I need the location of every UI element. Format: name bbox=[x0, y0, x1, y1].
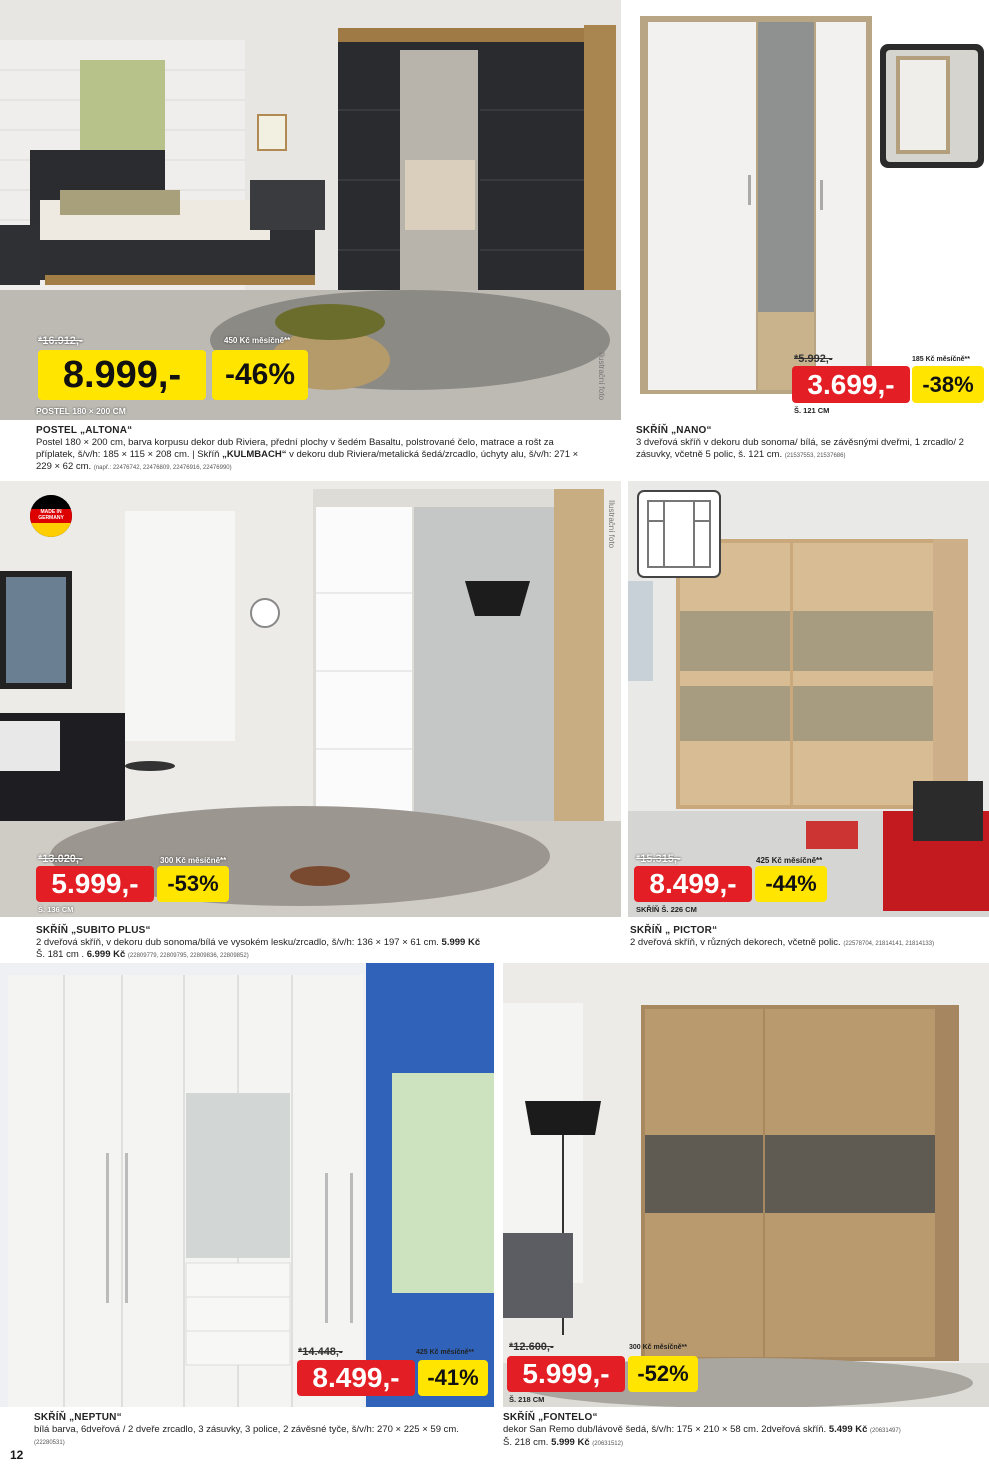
product-text: dekor San Remo dub/lávově šedá, š/v/h: 175 × 210 × 58 cm. 2dveřová skříň. bbox=[503, 1424, 827, 1435]
product-codes: (20631497) bbox=[870, 1428, 901, 1434]
product-name: SKŘÍŇ „ PICTOR“ bbox=[630, 925, 718, 936]
wardrobe-illustration bbox=[628, 481, 989, 917]
wardrobe-illustration bbox=[0, 963, 494, 1407]
living-room-illustration bbox=[0, 481, 621, 917]
product-codes: (22280531) bbox=[34, 1440, 65, 1446]
page-number: 12 bbox=[10, 1448, 24, 1462]
discount-badge: -53% bbox=[157, 866, 229, 902]
monthly-installment: 300 Kč měsíčně** bbox=[160, 856, 227, 865]
product-name: SKŘÍŇ „SUBITO PLUS“ bbox=[36, 925, 151, 936]
product-text: v dekoru dub Riviera/metalická šedá/zrcadlo, úchyty alu, š/v/h: 271 × 229 × 62 cm. bbox=[36, 449, 579, 472]
product-price-text: 5.999 Kč bbox=[551, 1437, 590, 1448]
neptun-description bbox=[34, 1412, 494, 1449]
product-text: 2 dveřová skříň, v různých dekorech, včetně polic. bbox=[630, 937, 841, 948]
pictor-photo bbox=[628, 481, 989, 917]
subito-photo bbox=[0, 481, 621, 917]
product-name: POSTEL „ALTONA“ bbox=[36, 425, 133, 436]
product-subline: Š. 121 CM bbox=[794, 406, 830, 415]
fontelo-description bbox=[503, 1412, 983, 1450]
old-price: *16.912,- bbox=[38, 335, 83, 347]
product-price-text: 6.999 Kč bbox=[86, 949, 126, 960]
product-name: SKŘÍŇ „NEPTUN“ bbox=[34, 1412, 122, 1423]
old-price: *5.992,- bbox=[794, 353, 833, 365]
badge-text: MADE IN GERMANY bbox=[38, 509, 64, 521]
price-tag: 8.999,- bbox=[38, 350, 206, 400]
price-tag: 8.499,- bbox=[297, 1360, 415, 1396]
neptun-photo bbox=[0, 963, 494, 1407]
product-price-text: 5.499 Kč bbox=[828, 1424, 868, 1435]
product-subline: Š. 218 CM bbox=[509, 1395, 545, 1404]
illustration-note: Ilustrační foto bbox=[597, 352, 606, 401]
discount-badge: -38% bbox=[912, 366, 984, 403]
product-text: Š. 181 cm . bbox=[36, 949, 85, 960]
product-codes: (21537553, 21537686) bbox=[784, 453, 846, 459]
illustration-note: Ilustrační foto bbox=[607, 500, 616, 549]
product-codes: (20631512) bbox=[592, 1441, 623, 1447]
made-in-germany-badge bbox=[30, 495, 72, 537]
subito-description bbox=[36, 925, 596, 962]
discount-badge: -46% bbox=[212, 350, 308, 400]
price-tag: 3.699,- bbox=[792, 366, 910, 403]
price-tag: 8.499,- bbox=[634, 866, 752, 902]
product-price-text: 5.999 Kč bbox=[441, 937, 481, 948]
old-price: *15.315,- bbox=[636, 853, 681, 865]
old-price: *12.600,- bbox=[509, 1341, 554, 1353]
wardrobe-illustration bbox=[503, 963, 989, 1407]
price-tag: 5.999,- bbox=[36, 866, 154, 902]
product-subline: SKŘÍŇ Š. 226 CM bbox=[636, 905, 697, 914]
old-price: *14.448,- bbox=[298, 1346, 343, 1358]
product-codes: (22578704, 21814141, 21814133) bbox=[843, 941, 935, 947]
monthly-installment: 300 Kč měsíčně** bbox=[629, 1344, 687, 1351]
product-codes: (např.: 22476742, 22476809, 22476916, 22476990) bbox=[93, 465, 232, 471]
monthly-installment: 425 Kč měsíčně** bbox=[416, 1349, 474, 1356]
discount-badge: -41% bbox=[418, 1360, 488, 1396]
product-text: 3 dveřová skříň v dekoru dub sonoma/ bílá, se závěsnými dveřmi, 1 zrcadlo/ 2 zásuvky, včetně 5 polic, š. 121 cm. bbox=[636, 437, 964, 460]
old-price: *13.020,- bbox=[38, 853, 83, 865]
product-text: bílá barva, 6dveřová / 2 dveře zrcadlo, 3 zásuvky, 3 police, 2 závěsné tyče, š/v/h: 270 × 225 × 59 cm. bbox=[34, 1424, 459, 1435]
fontelo-photo bbox=[503, 963, 989, 1407]
altona-description bbox=[36, 425, 581, 474]
product-text: Š. 218 cm. bbox=[503, 1437, 549, 1448]
product-name: SKŘÍŇ „FONTELO“ bbox=[503, 1412, 598, 1423]
discount-badge: -52% bbox=[628, 1356, 698, 1392]
monthly-installment: 450 Kč měsíčně** bbox=[224, 336, 291, 345]
monthly-installment: 185 Kč měsíčně** bbox=[912, 356, 970, 363]
monthly-installment: 425 Kč měsíčně** bbox=[756, 856, 823, 865]
product-text: Postel 180 × 200 cm, barva korpusu dekor dub Riviera, přední plochy v šedém Basaltu, polstrované čelo, matrace a rošt za příplatek, š/v/h: 185 × 115 × 208 cm. | Skříň bbox=[36, 437, 554, 460]
product-name: SKŘÍŇ „NANO“ bbox=[636, 425, 712, 436]
product-subline: Š. 136 CM bbox=[38, 905, 74, 914]
product-subline: POSTEL 180 × 200 CM bbox=[36, 406, 126, 416]
product-codes: (22809779, 22809795, 22809836, 22809852) bbox=[127, 953, 249, 959]
pictor-description bbox=[630, 925, 986, 950]
nano-description bbox=[636, 425, 986, 462]
product-text: 2 dveřová skříň, v dekoru dub sonoma/bílá ve vysokém lesku/zrcadlo, š/v/h: 136 × 197 × 61 cm. bbox=[36, 937, 439, 948]
discount-badge: -44% bbox=[755, 866, 827, 902]
product-text-bold: „KULMBACH“ bbox=[222, 449, 287, 460]
price-tag: 5.999,- bbox=[507, 1356, 625, 1392]
